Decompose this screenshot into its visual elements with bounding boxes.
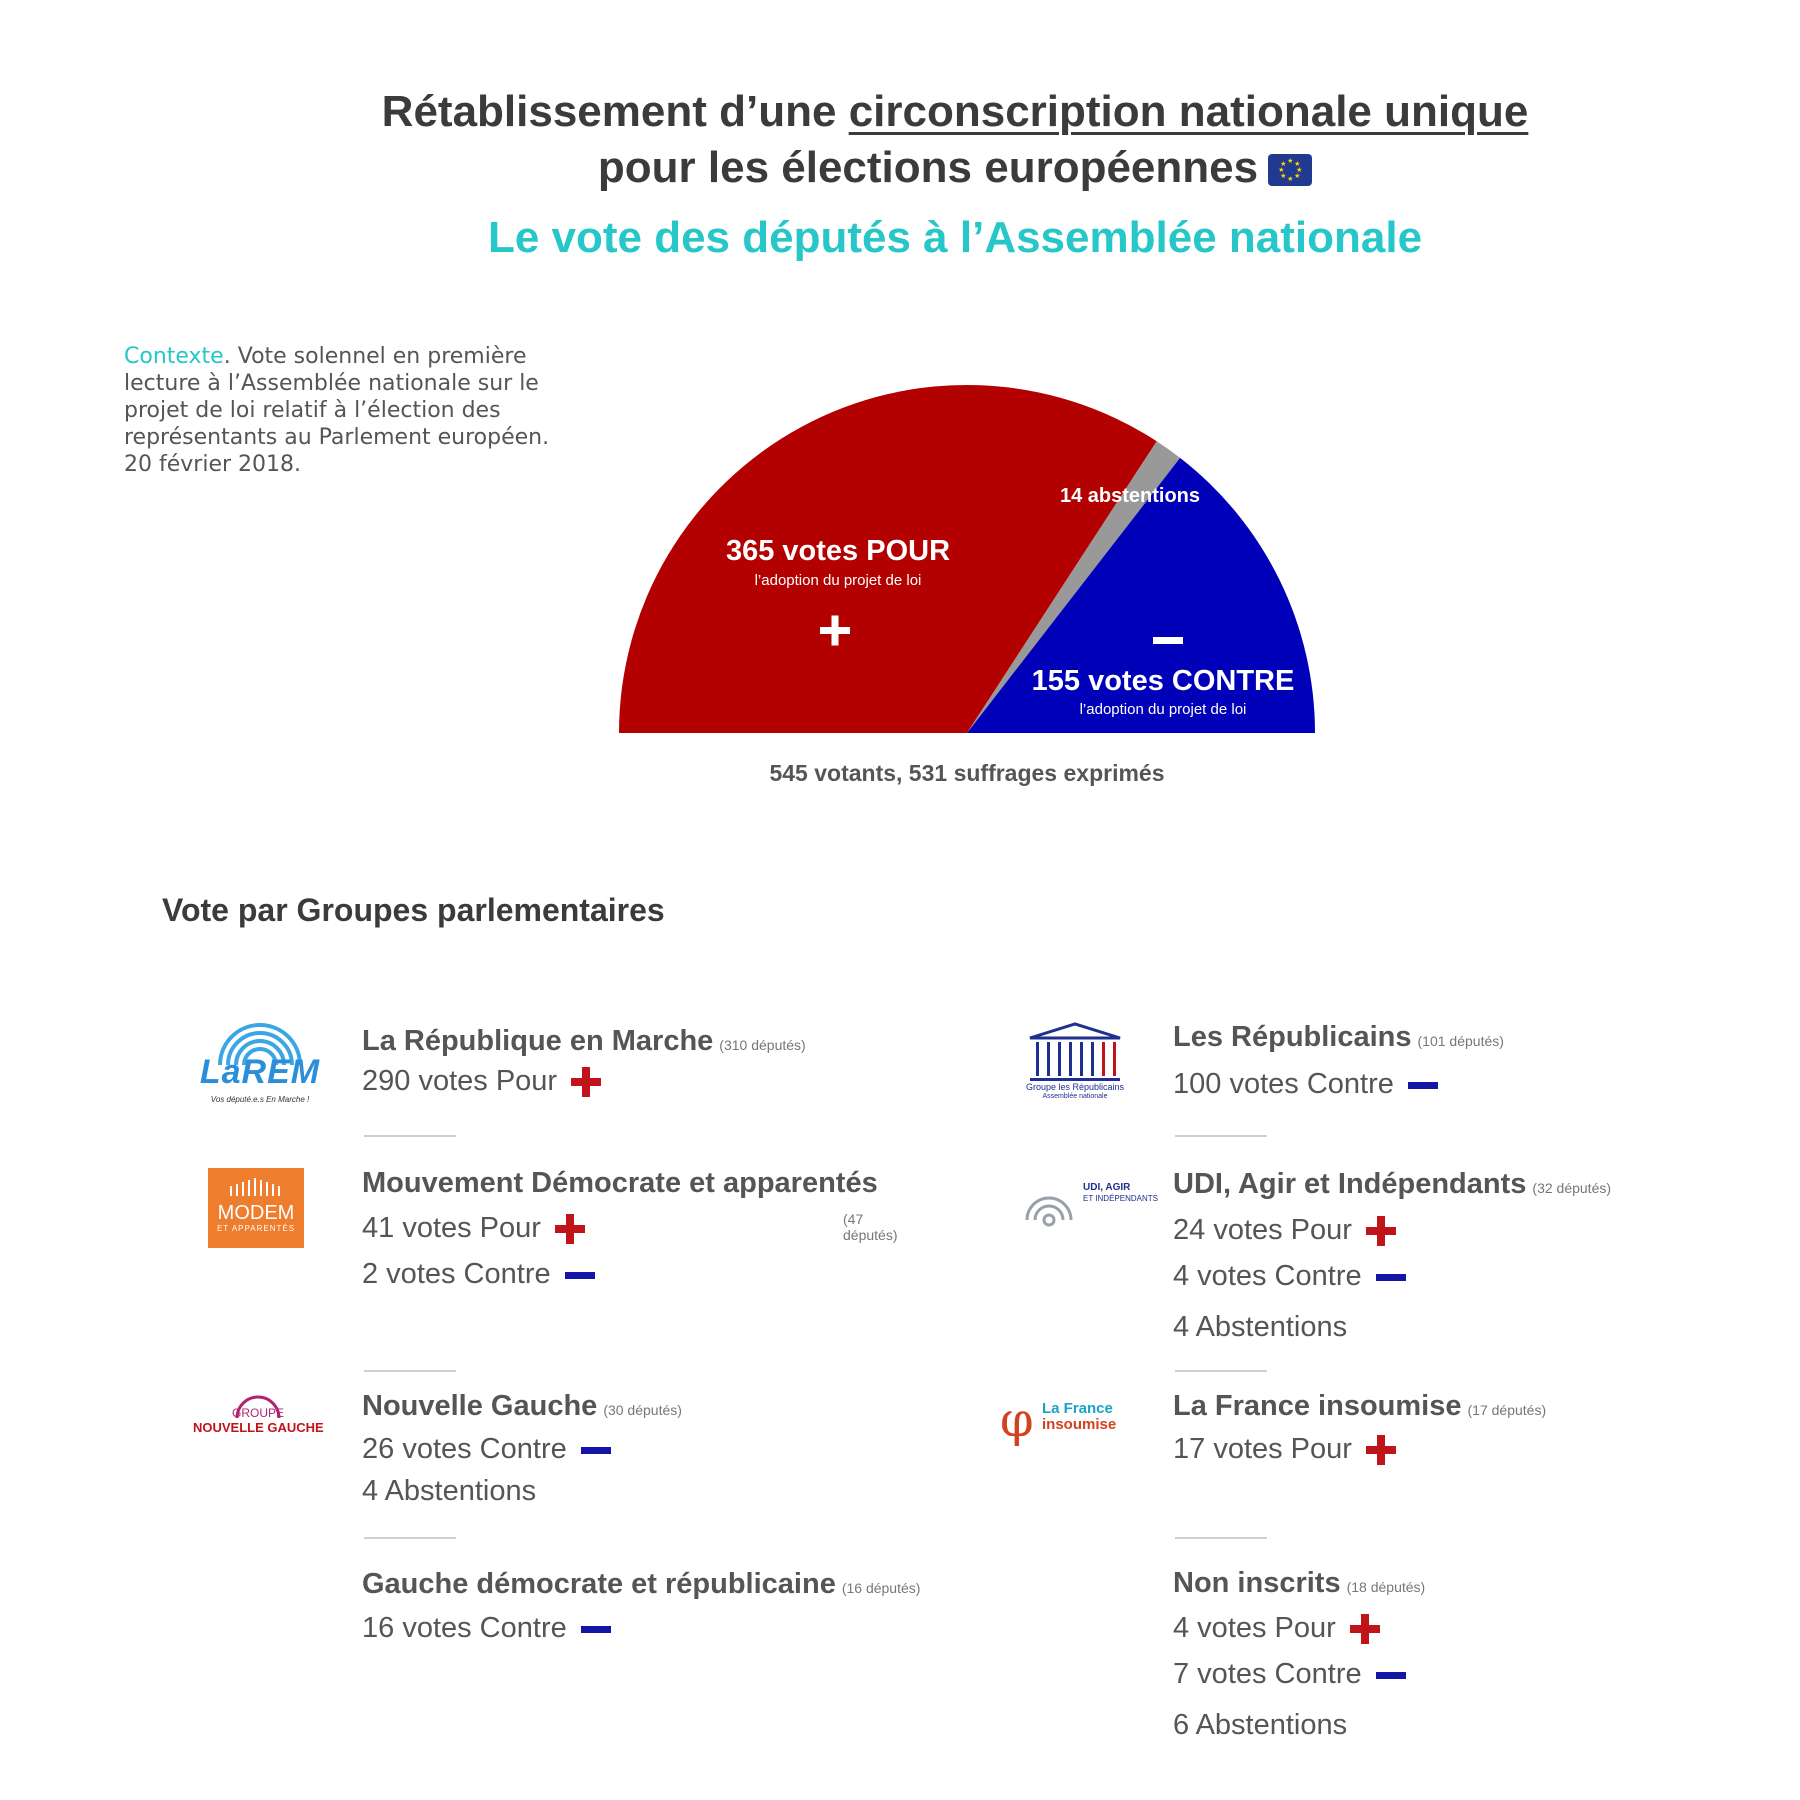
vote-line-contre — [1173, 1260, 1406, 1293]
vote-text: 4 Abstentions — [362, 1475, 537, 1507]
groups-section-title: Vote par Groupes parlementaires — [162, 892, 665, 928]
vote-line-abs — [362, 1475, 536, 1508]
group-modem — [362, 1167, 898, 1290]
group-separator — [1175, 1370, 1267, 1372]
group-gdr — [362, 1568, 921, 1644]
group-seats: (18 députés) — [1346, 1579, 1426, 1595]
label-abstentions: 14 abstentions — [1059, 485, 1201, 507]
group-separator — [1175, 1135, 1267, 1137]
minus-icon — [581, 1447, 611, 1454]
group-name — [362, 1390, 682, 1423]
vote-text: 26 votes Contre — [362, 1433, 567, 1465]
minus-icon — [1153, 637, 1183, 644]
vote-text: 7 votes Contre — [1173, 1658, 1362, 1690]
label-pour: 365 votes POUR — [725, 535, 951, 567]
minus-icon — [1376, 1274, 1406, 1281]
title-part1: Rétablissement d’une — [381, 87, 849, 136]
group-name — [362, 1025, 806, 1058]
eu-flag-icon: ★ ★ ★ ★ ★ ★ ★ ★ — [1268, 154, 1312, 186]
chart-caption: 545 votants, 531 suffrages exprimés — [769, 760, 1165, 786]
vote-text: 4 votes Contre — [1173, 1260, 1362, 1292]
group-name — [362, 1167, 878, 1200]
group-separator — [364, 1537, 456, 1539]
vote-line-pour — [1173, 1214, 1396, 1247]
logo-ng: GROUPE NOUVELLE GAUCHE — [193, 1392, 323, 1427]
sublabel-pour: l’adoption du projet de loi — [754, 572, 922, 589]
group-ng — [362, 1390, 682, 1507]
group-larem — [362, 1025, 806, 1097]
context-body: . Vote solennel en première lecture à l’Assemblée nationale sur le projet de loi relatif à l’élection des représentants au Parlement européen. 20 février 2018. — [124, 344, 550, 477]
vote-text: 6 Abstentions — [1173, 1709, 1348, 1741]
group-name — [1173, 1390, 1546, 1423]
vote-text: 41 votes Pour — [362, 1212, 541, 1244]
group-name-text: La France insoumise — [1173, 1390, 1462, 1422]
logo-udi: UDI, AGIR ET INDÉPENDANTS — [1023, 1180, 1143, 1235]
vote-line-pour — [362, 1065, 601, 1098]
page-subtitle: Le vote des députés à l’Assemblée nationale — [487, 213, 1423, 262]
minus-icon — [1376, 1672, 1406, 1679]
vote-text: 16 votes Contre — [362, 1612, 567, 1644]
vote-line-pour — [1173, 1612, 1380, 1645]
vote-line-abs — [1173, 1311, 1347, 1344]
vote-line-contre — [1173, 1658, 1406, 1691]
group-seats: (16 députés) — [841, 1580, 921, 1596]
vote-text: 17 votes Pour — [1173, 1433, 1352, 1465]
group-seats: (17 députés) — [1467, 1402, 1547, 1418]
group-name — [1173, 1021, 1504, 1054]
group-ni — [1173, 1567, 1426, 1741]
group-name-text: Non inscrits — [1173, 1567, 1341, 1599]
group-udi — [1173, 1168, 1612, 1343]
vote-line-contre — [362, 1612, 611, 1645]
plus-icon — [1366, 1216, 1396, 1246]
group-lfi — [1173, 1390, 1547, 1465]
sublabel-contre: l’adoption du projet de loi — [1079, 701, 1247, 718]
title-line2: pour les élections européennes — [597, 143, 1259, 192]
group-separator — [1175, 1537, 1267, 1539]
plus-icon — [1366, 1435, 1396, 1465]
vote-text: 100 votes Contre — [1173, 1068, 1394, 1100]
vote-half-donut-chart — [0, 0, 1800, 820]
group-lr — [1173, 1021, 1504, 1100]
group-seats: (47 députés) — [843, 1211, 898, 1243]
group-name-text: Mouvement Démocrate et apparentés — [362, 1167, 878, 1199]
vote-line-contre — [362, 1433, 611, 1466]
vote-text: 2 votes Contre — [362, 1258, 551, 1290]
minus-icon — [1408, 1082, 1438, 1089]
vote-line-abs — [1173, 1709, 1347, 1742]
group-seats: (310 députés) — [719, 1037, 806, 1053]
vote-text: 4 Abstentions — [1173, 1311, 1348, 1343]
group-seats: (101 députés) — [1417, 1033, 1504, 1049]
logo-modem: MODEM ET APPARENTÉS — [208, 1168, 304, 1248]
group-name-text: La République en Marche — [362, 1025, 714, 1057]
context-label: Contexte — [124, 344, 224, 369]
vote-line-contre — [1173, 1068, 1438, 1101]
group-name-text: UDI, Agir et Indépendants — [1173, 1168, 1527, 1200]
group-separator — [364, 1370, 456, 1372]
plus-icon — [1350, 1614, 1380, 1644]
vote-line-pour — [362, 1212, 585, 1245]
minus-icon — [565, 1272, 595, 1279]
group-name-text: Gauche démocrate et républicaine — [362, 1568, 836, 1600]
group-separator — [364, 1135, 456, 1137]
group-name-text: Nouvelle Gauche — [362, 1390, 598, 1422]
group-name — [1173, 1168, 1611, 1201]
vote-line-pour — [1173, 1433, 1396, 1466]
label-contre: 155 votes CONTRE — [1031, 665, 1295, 697]
group-name — [1173, 1567, 1425, 1600]
vote-text: 290 votes Pour — [362, 1065, 558, 1097]
plus-icon — [555, 1214, 585, 1244]
group-name — [362, 1568, 920, 1601]
vote-text: 4 votes Pour — [1173, 1612, 1336, 1644]
group-seats: (32 députés) — [1532, 1180, 1612, 1196]
vote-text: 24 votes Pour — [1173, 1214, 1352, 1246]
title-underlined: circonscription nationale unique — [848, 87, 1529, 136]
plus-icon — [571, 1067, 601, 1097]
logo-lr: Groupe les Républicains Assemblée nationale — [1020, 1020, 1130, 1105]
minus-icon — [581, 1626, 611, 1633]
logo-larem: LaREM Vos député.e.s En Marche ! — [195, 1015, 325, 1120]
group-seats: (30 députés) — [603, 1402, 682, 1418]
group-name-text: Les Républicains — [1173, 1021, 1412, 1053]
vote-line-contre — [362, 1258, 595, 1291]
